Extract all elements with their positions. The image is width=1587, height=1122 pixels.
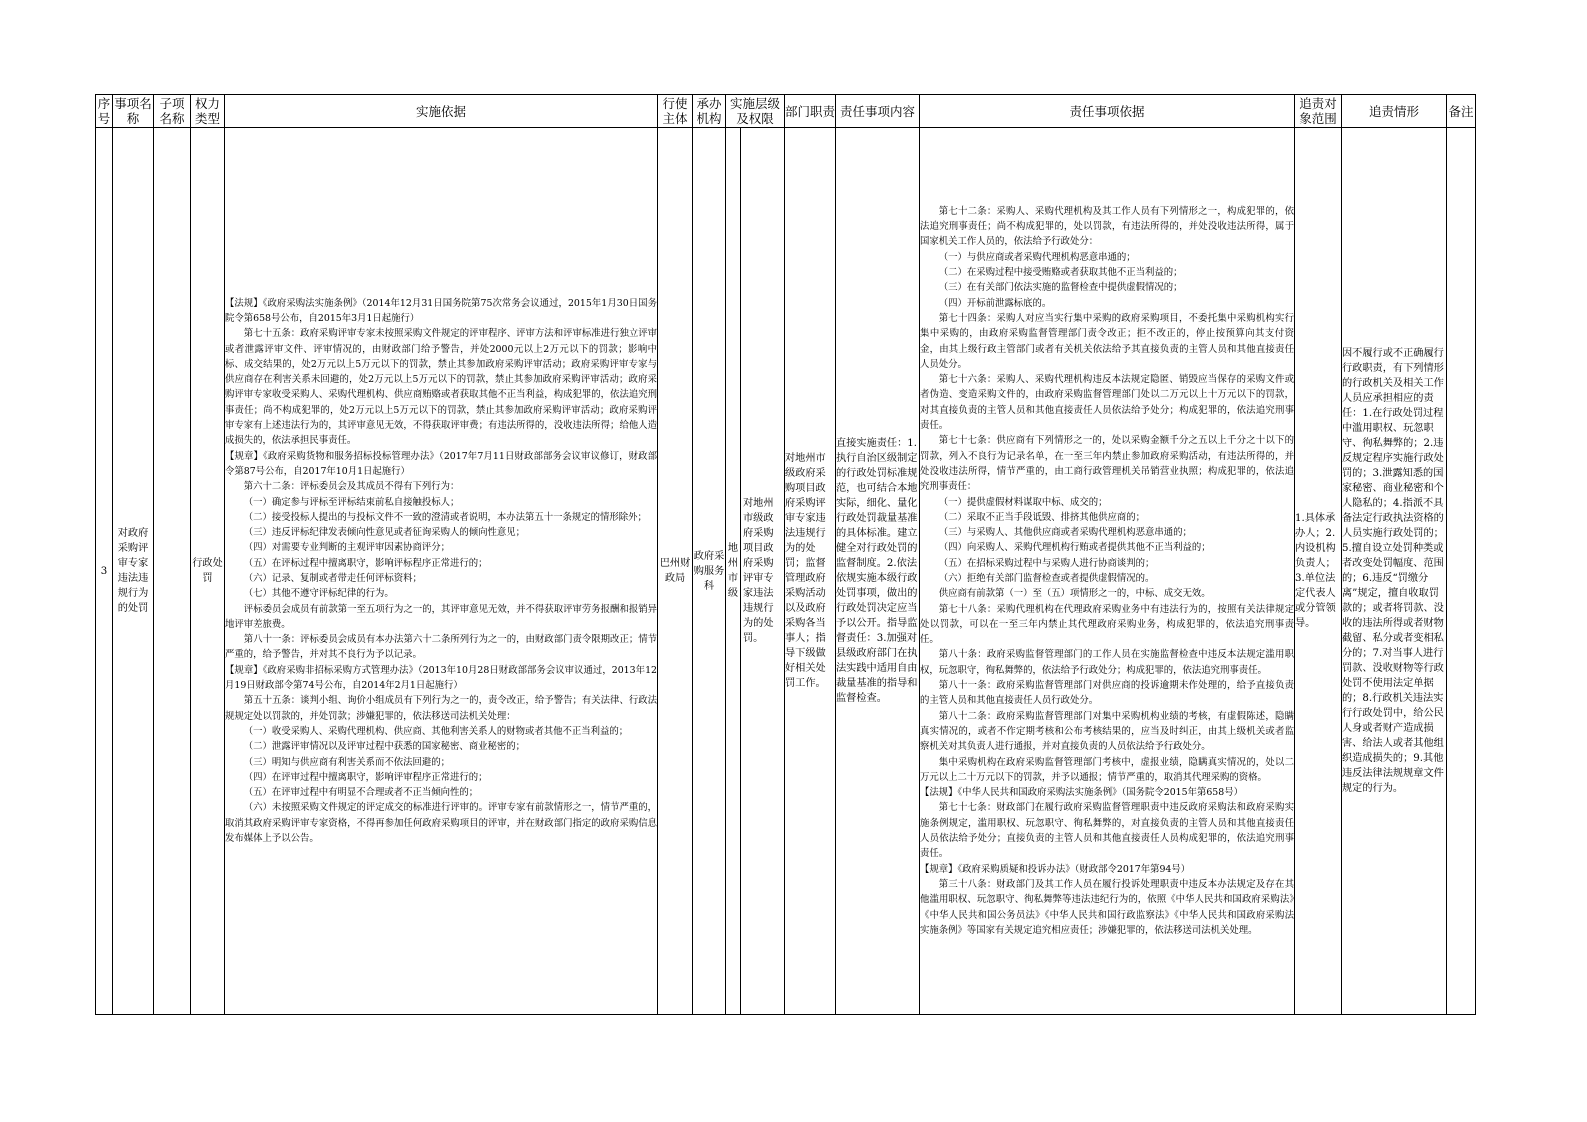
power-list-table	[95, 94, 1476, 1015]
basis-paragraph: （六）未按照采购文件规定的评定成交的标准进行评审的。评审专家有前款情形之一，情节严重的，取消其政府采购评审专家资格，不得再参加任何政府采购项目的评审，并在财政部门指定的政府采购信息发布媒体上予以公告。	[225, 802, 657, 845]
basis-paragraph: 【法规】《政府采购法实施条例》（2014年12月31日国务院第75次常务会议通过，2015年1月30日国务院令第658号公布，自2015年3月1日起施行）	[225, 297, 657, 324]
resp-basis-paragraph: 【法规】《中华人民共和国政府采购法实施条例》（国务院令2015年第658号）	[920, 787, 1243, 799]
basis-paragraph: （六）记录、复制或者带走任何评标资料；	[243, 573, 422, 584]
basis-paragraph: （二）接受投标人提出的与投标文件不一致的澄清或者说明，本办法第五十一条规定的情形除外；	[243, 511, 647, 523]
row-subject: 巴州财政局	[658, 128, 693, 1015]
basis-paragraph: 第六十二条：评标委员会及其成员不得有下列行为：	[243, 481, 460, 493]
header-accountability-scope: 追责对象范围	[1295, 95, 1342, 128]
resp-basis-paragraph: （三）与采购人、其他供应商或者采购代理机构恶意串通的；	[938, 527, 1192, 539]
row-level-tier: 地州市级	[726, 128, 741, 1014]
resp-basis-paragraph: （四）开标前泄露标底的。	[938, 297, 1052, 309]
header-seq: 序号	[96, 95, 113, 128]
resp-basis-paragraph: （二）在采购过程中接受贿赂或者获取其他不正当利益的；	[938, 267, 1183, 279]
resp-basis-paragraph: 第三十八条：财政部门及其工作人员在履行投诉处理职责中违反本办法规定及存在其他滥用职权、玩忽职守、徇私舞弊等违法违纪行为的，依照《中华人民共和国政府采购法》《中华人民共和国公务员法》《中华人民共和国行政监察法》《中华人民共和国政府采购法实施条例》等国家有关规定追究相应责任；涉嫌犯罪的，依法移送司法机关处理。	[920, 878, 1294, 936]
header-resp-basis: 责任事项依据	[920, 95, 1295, 128]
resp-basis-paragraph: （一）提供虚假材料谋取中标、成交的；	[938, 496, 1108, 508]
resp-basis-paragraph: 第八十二条：政府采购监督管理部门对集中采购机构业绩的考核，有虚假陈述，隐瞒真实情况的，或者不作定期考核和公布考核结果的，应当及时纠正，由其上级机关或者监察机关对其负责人进行通报，并对直接负责的人员依法给予行政处分。	[920, 710, 1294, 753]
resp-basis-paragraph: 第八十一条：政府采购监督管理部门对供应商的投诉逾期未作处理的，给予直接负责的主管人员和其他直接责任人员行政处分。	[920, 680, 1294, 707]
basis-paragraph: 评标委员会成员有前款第一至五项行为之一的，其评审意见无效，并不得获取评审劳务报酬和报销异地评审差旅费。	[225, 603, 657, 630]
header-remarks: 备注	[1447, 95, 1476, 128]
basis-paragraph: （四）在评审过程中擅离职守，影响评审程序正常进行的；	[243, 771, 488, 783]
header-basis: 实施依据	[225, 95, 658, 128]
resp-basis-paragraph: （三）在有关部门依法实施的监督检查中提供虚假情况的；	[938, 282, 1183, 294]
header-dept-duty: 部门职责	[785, 95, 836, 128]
resp-basis-paragraph: 第七十二条：采购人、采购代理机构及其工作人员有下列情形之一，构成犯罪的，依法追究刑事责任；尚不构成犯罪的，处以罚款，有违法所得的，并处没收违法所得，属于国家机关工作人员的，依法给予行政处分：	[920, 205, 1294, 248]
resp-basis-paragraph: 第七十七条：供应商有下列情形之一的，处以采购金额千分之五以上千分之十以下的罚款，列入不良行为记录名单，在一至三年内禁止参加政府采购活动，有违法所得的，并处没收违法所得，情节严重的，由工商行政管理机关吊销营业执照；构成犯罪的，依法追究刑事责任：	[920, 435, 1294, 493]
basis-paragraph: 第七十五条：政府采购评审专家未按照采购文件规定的评审程序、评审方法和评审标准进行独立评审或者泄露评审文件、评审情况的，由财政部门给予警告，并处2000元以上2万元以下的罚款；影响中标、成交结果的，处2万元以上5万元以下的罚款，禁止其参加政府采购评审活动；政府采购评审专家与供应商存在利害关系未回避的，处2万元以上5万元以下的罚款，禁止其参加政府采购评审活动；政府采购评审专家收受采购人、采购代理机构、供应商贿赂或者获取其他不正当利益，构成犯罪的，依法追究刑事责任；尚不构成犯罪的，处2万元以上5万元以下的罚款，禁止其参加政府采购评审活动；政府采购评审专家有上述违法行为的，其评审意见无效，不得获取评审费；有违法所得的，没收违法所得；给他人造成损失的，依法承担民事责任。	[225, 328, 657, 447]
row-resp-basis	[920, 128, 1295, 1015]
resp-basis-paragraph: （五）在招标采购过程中与采购人进行协商谈判的；	[938, 557, 1155, 569]
row-accountability-scope: 1.具体承办人；2.内设机构负责人；3.单位法定代表人或分管领导。	[1295, 128, 1342, 1015]
row-power-type: 行政处罚	[191, 128, 225, 1015]
resp-basis-paragraphs	[920, 204, 1294, 938]
row-item-name: 对政府采购评审专家违法违规行为的处罚	[113, 128, 154, 1015]
resp-basis-paragraph: （一）与供应商或者采购代理机构恶意串通的；	[938, 251, 1136, 263]
resp-basis-paragraph: 【规章】《政府采购质疑和投诉办法》（财政部令2017年第94号）	[920, 863, 1191, 875]
basis-paragraph: 第五十五条：谈判小组、询价小组成员有下列行为之一的，责令改正，给予警告；有关法律、行政法规规定处以罚款的，并处罚款；涉嫌犯罪的，依法移送司法机关处理：	[225, 695, 657, 722]
resp-basis-paragraph: （四）向采购人、采购代理机构行贿或者提供其他不正当利益的；	[938, 542, 1211, 554]
resp-basis-paragraph: 第七十七条：财政部门在履行政府采购监督管理职责中违反政府采购法和政府采购实施条例规定，滥用职权、玩忽职守、徇私舞弊的，对直接负责的主管人员和其他直接责任人员依法给予处分；直接负责的主管人员和其他直接责任人员构成犯罪的，依法追究刑事责任。	[920, 802, 1294, 860]
header-accountability-cases: 追责情形	[1342, 95, 1447, 128]
header-subject: 行使主体	[658, 95, 693, 128]
basis-paragraph: 第八十一条：评标委员会成员有本办法第六十二条所列行为之一的，由财政部门责令限期改正；情节严重的，给予警告，并对其不良行为予以记录。	[225, 634, 657, 661]
resp-basis-paragraph: 供应商有前款第（一）至（五）项情形之一的，中标、成交无效。	[938, 588, 1211, 600]
resp-basis-paragraph: 第七十八条：采购代理机构在代理政府采购业务中有违法行为的，按照有关法律规定处以罚款，可以在一至三年内禁止其代理政府采购业务，构成犯罪的，依法追究刑事责任。	[920, 603, 1294, 646]
row-resp-content: 直接实施责任：1.执行自治区级制定的行政处罚标准规范，也可结合本地实际，细化、量化行政处罚裁量基准的具体标准。建立健全对行政处罚的监督制度。2.依法依规实施本级行政处罚事项，做出的行政处罚决定应当予以公开。指导监督责任：3.加强对县级政府部门在执法实践中适用自由裁量基准的指导和监督检查。	[836, 128, 920, 1015]
basis-paragraph: （四）对需要专业判断的主观评审因素协商评分；	[243, 542, 451, 554]
basis-paragraph: （五）在评审过程中有明显不合理或者不正当倾向性的；	[243, 787, 479, 799]
header-power-type: 权力类型	[191, 95, 225, 128]
basis-paragraph: （五）在评标过程中擅离职守，影响评标程序正常进行的；	[243, 557, 488, 569]
table-row	[96, 128, 1476, 1015]
row-level	[726, 128, 785, 1015]
header-resp-content: 责任事项内容	[836, 95, 920, 128]
header-undertaking: 承办机构	[693, 95, 726, 128]
row-sub-name	[154, 128, 191, 1015]
basis-paragraph: 【规章】《政府采购货物和服务招标投标管理办法》（2017年7月11日财政部部务会议审议修订，财政部令第87号公布，自2017年10月1日起施行）	[225, 450, 657, 477]
row-dept-duty: 对地州市级政府采购项目政府采购评审专家违法违规行为的处罚；监督管理政府采购活动以及政府采购各当事人；指导下级做好相关处罚工作。	[785, 128, 836, 1015]
basis-paragraph: 【规章】《政府采购非招标采购方式管理办法》（2013年10月28日财政部部务会议审议通过，2013年12月19日财政部令第74号公布，自2014年2月1日起施行）	[225, 664, 657, 692]
row-undertaking: 政府采购服务科	[693, 128, 726, 1015]
row-accountability-cases: 因不履行或不正确履行行政职责，有下列情形的行政机关及相关工作人员应承担相应的责任：1.在行政处罚过程中滥用职权、玩忽职守、徇私舞弊的；2.违反规定程序实施行政处罚的；3.泄露知悉的国家秘密、商业秘密和个人隐私的；4.指派不具备法定行政执法资格的人员实施行政处罚的；5.擅自设立处罚种类或者改变处罚幅度、范围的；6.违反“罚缴分离”规定，擅自收取罚款的；或者将罚款、没收的违法所得或者财物截留、私分或者变相私分的；7.对当事人进行罚款、没收财物等行政处罚不使用法定单据的；8.行政机关违法实行行政处罚中，给公民人身或者财产造成损害、给法人或者其他组织造成损失的；9.其他违反法律法规规章文件规定的行为。	[1342, 128, 1447, 1015]
basis-paragraph: （七）其他不遵守评标纪律的行为。	[243, 588, 394, 600]
resp-basis-paragraph: （二）采取不正当手段诋毁、排挤其他供应商的；	[938, 511, 1146, 523]
resp-basis-paragraph: （六）拒绝有关部门监督检查或者提供虚假情况的。	[938, 573, 1155, 584]
header-sub-name: 子项名称	[154, 95, 191, 128]
header-level: 实施层级及权限	[726, 95, 785, 128]
header-row	[96, 95, 1476, 128]
resp-basis-paragraph: 第八十条：政府采购监督管理部门的工作人员在实施监督检查中违反本法规定滥用职权，玩忽职守，徇私舞弊的，依法给予行政处分；构成犯罪的，依法追究刑事责任。	[920, 649, 1294, 676]
row-basis	[225, 128, 658, 1015]
resp-basis-paragraph: 第七十四条：采购人对应当实行集中采购的政府采购项目，不委托集中采购机构实行集中采购的，由政府采购监督管理部门责令改正；拒不改正的，停止按预算向其支付资金，由其上级行政主管部门或者有关机关依法给予其直接负责的主管人员和其他直接责任人员处分。	[920, 312, 1294, 370]
basis-paragraphs	[225, 296, 657, 847]
basis-paragraph: （一）确定参与评标至评标结束前私自接触投标人；	[243, 496, 460, 508]
resp-basis-paragraph: 第七十六条：采购人、采购代理机构违反本法规定隐匿、销毁应当保存的采购文件或者伪造、变造采购文件的，由政府采购监督管理部门处以二万元以上十万元以下的罚款，对其直接负责的主管人员和其他直接责任人员依法给予处分；构成犯罪的，依法追究刑事责任。	[920, 374, 1294, 432]
resp-basis-paragraph: 集中采购机构在政府采购监督管理部门考核中，虚报业绩，隐瞒真实情况的，处以二万元以上二十万元以下的罚款，并予以通报；情节严重的，取消其代理采购的资格。	[920, 756, 1294, 783]
basis-paragraph: （三）违反评标纪律发表倾向性意见或者征询采购人的倾向性意见；	[243, 527, 526, 539]
basis-paragraph: （二）泄露评审情况以及评审过程中获悉的国家秘密、商业秘密的；	[243, 741, 526, 753]
row-remarks	[1447, 128, 1476, 1015]
row-level-scope: 对地州市级政府采购项目政府采购评审专家违法违规行为的处罚。	[743, 498, 774, 644]
row-seq: 3	[96, 128, 113, 1015]
header-item-name: 事项名称	[114, 96, 152, 126]
basis-paragraph: （一）收受采购人、采购代理机构、供应商、其他利害关系人的财物或者其他不正当利益的；	[243, 725, 629, 737]
basis-paragraph: （三）明知与供应商有利害关系而不依法回避的；	[243, 756, 451, 768]
